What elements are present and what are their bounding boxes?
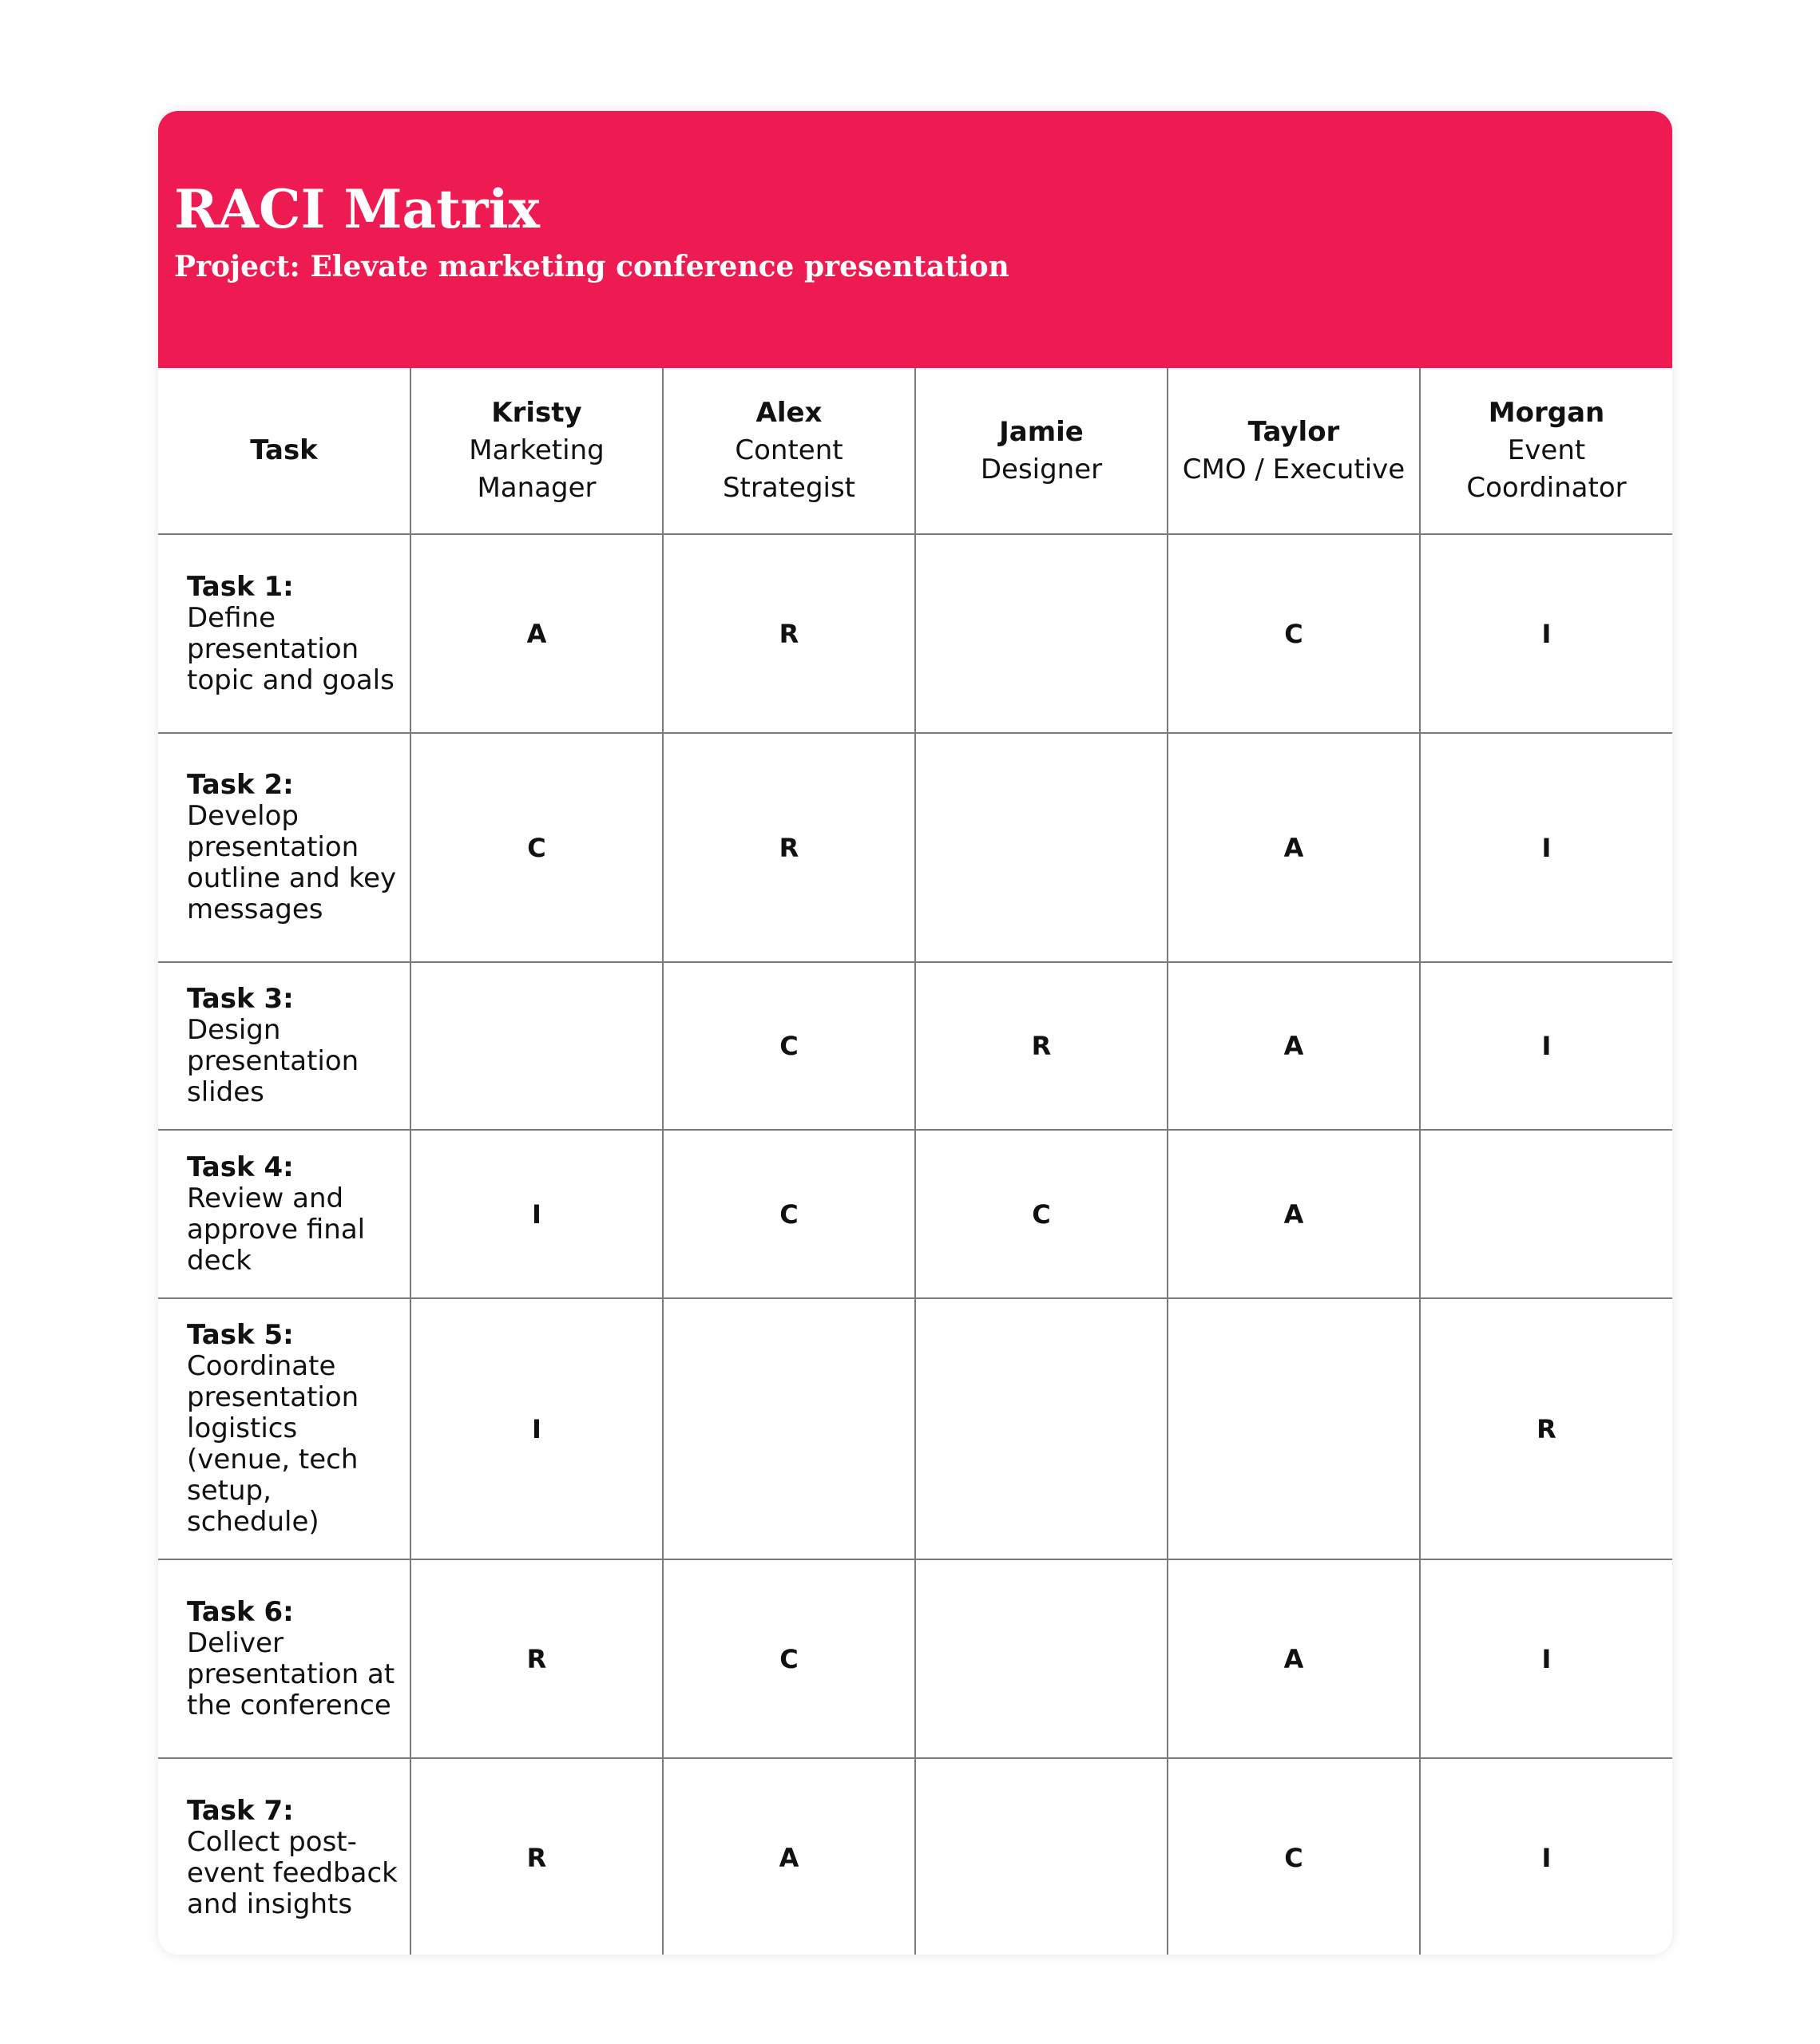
raci-cell: A (1168, 1130, 1420, 1298)
raci-cell: I (1420, 733, 1672, 962)
task-cell (158, 534, 410, 733)
raci-cell (915, 1559, 1168, 1758)
raci-cell (915, 1298, 1168, 1559)
raci-cell: R (663, 534, 915, 733)
person-role: Marketing Manager (469, 434, 605, 504)
raci-cell (1168, 1298, 1420, 1559)
person-name: Kristy (491, 397, 582, 429)
task-cell (158, 1130, 410, 1298)
person-name: Morgan (1488, 397, 1605, 429)
raci-cell (915, 733, 1168, 962)
raci-cell: C (1168, 1758, 1420, 1955)
task-description: Collect post-event feedback and insights (187, 1825, 398, 1920)
raci-cell (410, 962, 663, 1130)
table-row (158, 1758, 1672, 1955)
raci-cell: C (410, 733, 663, 962)
column-header-jamie (915, 368, 1168, 534)
raci-cell: I (1420, 962, 1672, 1130)
raci-cell: R (1420, 1298, 1672, 1559)
raci-cell: C (663, 962, 915, 1130)
person-role: Content Strategist (722, 434, 856, 504)
person-role: Event Coordinator (1466, 434, 1627, 504)
raci-cell: C (663, 1130, 915, 1298)
raci-cell: A (1168, 962, 1420, 1130)
task-cell (158, 962, 410, 1130)
task-cell (158, 1298, 410, 1559)
column-header-alex (663, 368, 915, 534)
raci-cell: I (410, 1130, 663, 1298)
raci-cell (1420, 1130, 1672, 1298)
task-label: Task 2: (187, 769, 294, 801)
task-label: Task 3: (187, 983, 294, 1015)
raci-cell: R (410, 1758, 663, 1955)
raci-cell: R (410, 1559, 663, 1758)
table-header-row (158, 368, 1672, 534)
person-name: Taylor (1247, 415, 1340, 448)
task-cell (158, 1758, 410, 1955)
person-name: Alex (755, 397, 823, 429)
task-description: Design presentation slides (187, 1014, 359, 1108)
header-banner (158, 111, 1672, 368)
person-name: Jamie (999, 415, 1084, 448)
raci-cell (915, 1758, 1168, 1955)
task-label: Task 7: (187, 1794, 294, 1827)
task-label: Task 4: (187, 1151, 294, 1183)
raci-cell: I (1420, 1559, 1672, 1758)
page-title: RACI Matrix (174, 178, 540, 240)
raci-cell: A (1168, 733, 1420, 962)
column-header-task (158, 368, 410, 534)
raci-cell: A (410, 534, 663, 733)
task-description: Develop presentation outline and key messages (187, 800, 397, 925)
table-row (158, 962, 1672, 1130)
raci-cell: R (663, 733, 915, 962)
table-row (158, 1130, 1672, 1298)
task-description: Define presentation topic and goals (187, 601, 395, 696)
table-row (158, 733, 1672, 962)
person-role: CMO / Executive (1182, 453, 1406, 485)
column-header-kristy (410, 368, 663, 534)
raci-cell: I (410, 1298, 663, 1559)
raci-table (158, 368, 1672, 1955)
raci-cell: A (663, 1758, 915, 1955)
column-header-task-label: Task (250, 434, 318, 466)
raci-cell: C (1168, 534, 1420, 733)
raci-cell: A (1168, 1559, 1420, 1758)
raci-cell (663, 1298, 915, 1559)
task-description: Coordinate presentation logistics (venue, tech setup, schedule) (187, 1350, 359, 1538)
raci-card (158, 111, 1672, 1955)
task-description: Deliver presentation at the conference (187, 1626, 395, 1721)
raci-cell: C (915, 1130, 1168, 1298)
task-cell (158, 733, 410, 962)
task-label: Task 1: (187, 570, 294, 603)
raci-cell: I (1420, 534, 1672, 733)
raci-cell (915, 534, 1168, 733)
raci-cell: C (663, 1559, 915, 1758)
task-cell (158, 1559, 410, 1758)
table-row (158, 1298, 1672, 1559)
column-header-taylor (1168, 368, 1420, 534)
page-subtitle: Project: Elevate marketing conference presentation (174, 250, 1009, 283)
column-header-morgan (1420, 368, 1672, 534)
table-row (158, 534, 1672, 733)
task-label: Task 5: (187, 1319, 294, 1351)
person-role: Designer (980, 453, 1103, 485)
task-description: Review and approve final deck (187, 1182, 366, 1277)
raci-cell: I (1420, 1758, 1672, 1955)
raci-cell: R (915, 962, 1168, 1130)
task-label: Task 6: (187, 1595, 294, 1628)
table-row (158, 1559, 1672, 1758)
